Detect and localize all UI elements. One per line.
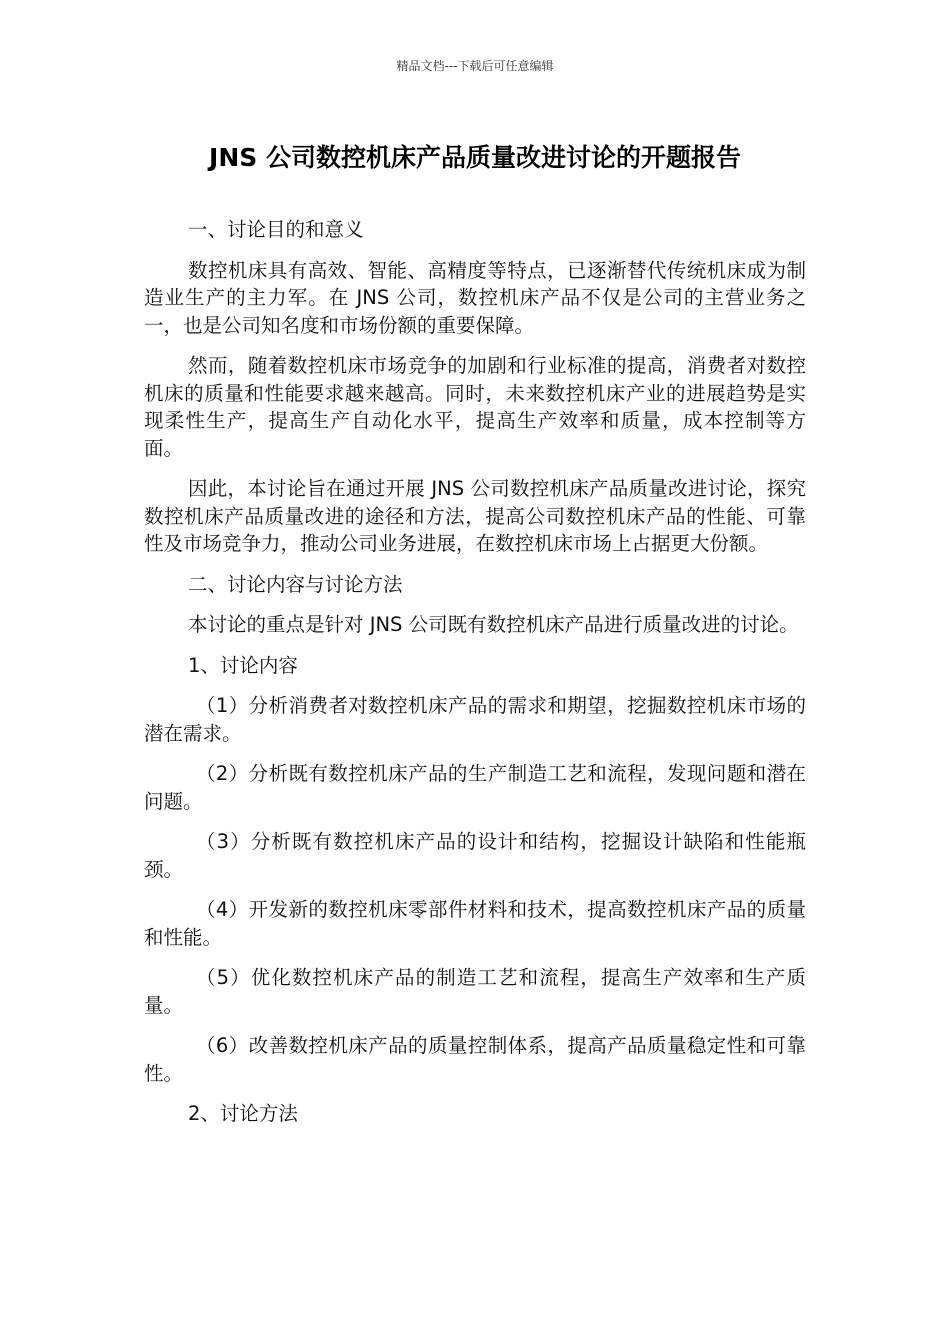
document-title: JNS 公司数控机床产品质量改进讨论的开题报告 [209, 143, 741, 172]
list-item: （2）分析既有数控机床产品的生产制造工艺和流程，发现问题和潜在问题。 [144, 762, 806, 813]
list-item: （4）开发新的数控机床零部件材料和技术，提高数控机床产品的质量和性能。 [144, 898, 806, 949]
paragraph-focus: 本讨论的重点是针对 JNS 公司既有数控机床产品进行质量改进的讨论。 [188, 613, 799, 636]
section-heading-purpose: 一、讨论目的和意义 [188, 218, 364, 241]
paragraph-intro: 数控机床具有高效、智能、高精度等特点，已逐渐替代传统机床成为制造业生产的主力军。在 JNS 公司，数控机床产品不仅是公司的主营业务之一，也是公司知名度和市场份额的重要保障。 [144, 258, 806, 337]
header-note: 精品文档---下载后可任意编辑 [396, 59, 554, 73]
list-item: （6）改善数控机床产品的质量控制体系，提高产品质量稳定性和可靠性。 [144, 1034, 806, 1085]
document-body [144, 216, 806, 1141]
subheading-method: 2、讨论方法 [188, 1102, 298, 1125]
list-item: （1）分析消费者对数控机床产品的需求和期望，挖掘数控机床市场的潜在需求。 [144, 694, 806, 745]
subheading-content: 1、讨论内容 [188, 653, 298, 677]
section-heading-content-method: 二、讨论内容与讨论方法 [188, 572, 403, 596]
list-item: （5）优化数控机床产品的制造工艺和流程，提高生产效率和生产质量。 [144, 966, 806, 1017]
list-item: （3）分析既有数控机床产品的设计和结构，挖掘设计缺陷和性能瓶颈。 [144, 830, 806, 881]
paragraph-objective: 因此，本讨论旨在通过开展 JNS 公司数控机床产品质量改进讨论，探究数控机床产品质量改进的途径和方法，提高公司数控机床产品的性能、可靠性及市场竞争力，推动公司业务进展，在数控机床市场上占据更大份额。 [144, 477, 806, 555]
paragraph-background: 然而，随着数控机床市场竞争的加剧和行业标准的提高，消费者对数控机床的质量和性能要求越来越高。同时，未来数控机床产业的进展趋势是实现柔性生产，提高生产自动化水平，提高生产效率和质量，成本控制等方面。 [144, 354, 806, 460]
